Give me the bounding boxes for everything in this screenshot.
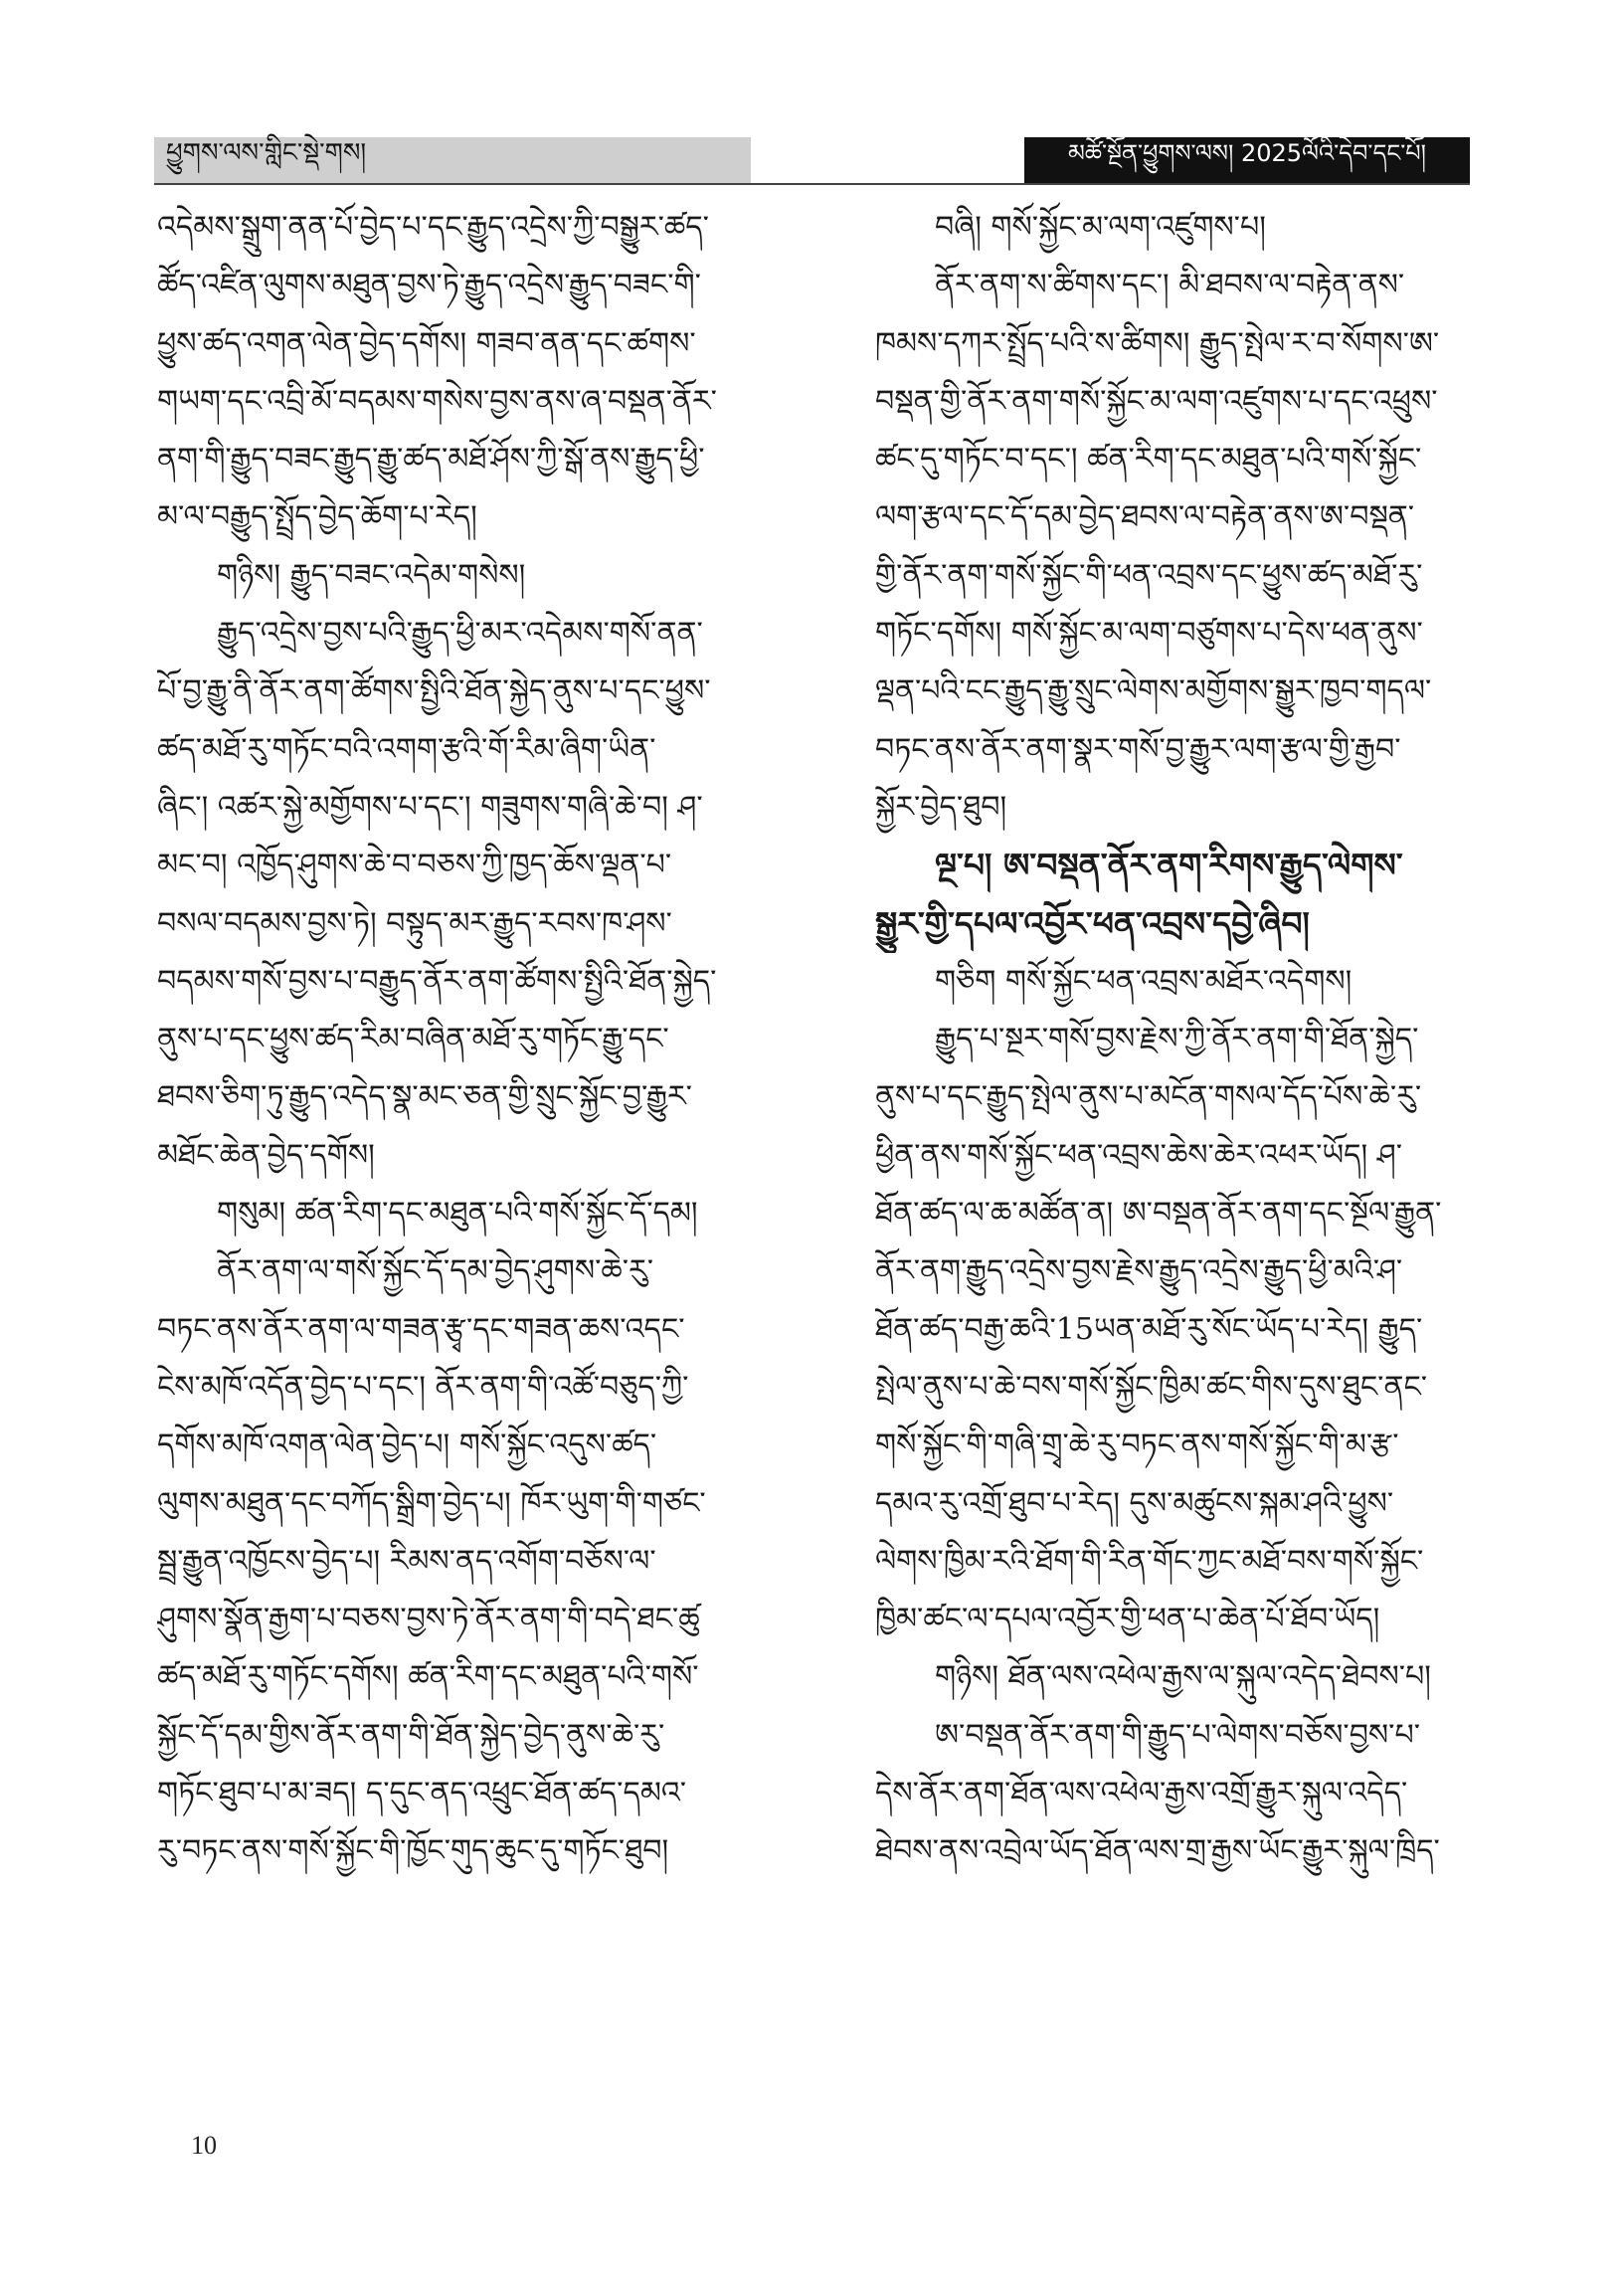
text-line: གཅིག གསོ་སྐྱོང་ཕན་འབྲས་མཐོར་འདེགས། <box>935 963 1353 999</box>
text-line: དམའ་རུ་འགྲོ་ཐུབ་པ་རེད། དུས་མཚུངས་སྐམ་ཤའི་ཕྱུས་ <box>875 1485 1394 1521</box>
text-line: ཚད་མཐོ་རུ་གཏོང་བའི་འགག་རྩའི་གོ་རིམ་ཞིག་ཡིན་ <box>157 731 656 767</box>
text-line: ཚོད་འཛིན་ལུགས་མཐུན་བྱས་ཏེ་རྒྱུད་འདྲེས་རྒྱུད་བཟང་གི་ <box>157 268 701 303</box>
text-line: ཁྱིམ་ཚང་ལ་དཔལ་འབྱོར་གྱི་ཕན་པ་ཆེན་པོ་ཐོབ་ཡོད། <box>875 1602 1380 1637</box>
text-line: ཕྱུས་ཚད་འགན་ལེན་བྱེད་དགོས། གཟབ་ནན་དང་ཚགས་ <box>157 325 696 361</box>
text-line: ལག་རྩལ་དང་དོ་དམ་བྱེད་ཐབས་ལ་བརྟེན་ནས་ཨ་བསྡན་ <box>875 499 1415 535</box>
text-line: གཡག་དང་འབྲི་མོ་བདམས་གསེས་བྱས་ནས་ཞ་བསྡན་ནོར་ <box>157 383 717 419</box>
text-line: དགོས་མཁོ་འགན་ལེན་བྱེད་པ། གསོ་སྐྱོང་འདུས་ཚད་ <box>157 1427 657 1463</box>
text-line: ལེགས་ཁྱིམ་རའི་ཐོག་གི་རིན་གོང་ཀྱང་མཐོ་བས་གསོ་སྐྱོང་ <box>875 1543 1424 1579</box>
text-line: བཏང་ནས་ནོར་ནག་ལ་གཟན་རྩྭ་དང་གཟན་ཆས་འདང་ <box>157 1311 685 1347</box>
text-line: མང་བ། འཁྱོད་ཤུགས་ཆེ་བ་བཅས་ཀྱི་ཁྱད་ཆོས་ལྡན་པ་ <box>157 848 672 883</box>
text-line: སྐྱོར་བྱེད་ཐུབ། <box>875 789 1007 825</box>
text-line: བསལ་བདམས་བྱས་ཏེ། བསྟུད་མར་རྒྱུད་རབས་ཁ་ཤས་ <box>157 905 672 941</box>
header-rule <box>154 183 1470 185</box>
text-line: ཁམས་དཀར་སྤྲོད་པའི་ས་ཚིགས། རྒྱུད་སྤེལ་ར་བ་སོགས་ཨ་ <box>875 325 1440 361</box>
text-line: ཕྱིན་ནས་གསོ་སྐྱོང་ཕན་འབྲས་ཆེས་ཆེར་འཕར་ཡོད། ཤ་ <box>875 1137 1403 1173</box>
text-line: ཐེབས་ནས་འབྲེལ་ཡོད་ཐོན་ལས་གྲ་རྒྱས་ཡོང་རྒྱུར་སྐུལ་ཁྲིད་ <box>875 1833 1440 1869</box>
text-line: གཏོང་ཐུབ་པ་མ་ཟད། ད་དུང་ནད་འཕྲུང་ཐོན་ཚད་དམའ་ <box>157 1776 687 1811</box>
text-line: གསུམ། ཚན་རིག་དང་མཐུན་པའི་གསོ་སྐྱོང་དོ་དམ། <box>217 1196 698 1232</box>
text-line: གཉིས། ཐོན་ལས་འཕེལ་རྒྱས་ལ་སྐུལ་འདེད་ཐེབས་པ། <box>935 1659 1431 1695</box>
text-line: ཐབས་ཅིག་ཏུ་རྒྱུད་འདེད་སྣ་མང་ཅན་གྱི་སྲུང་སྐྱོང་བྱ་རྒྱུར་ <box>157 1079 692 1115</box>
text-line: ནོར་ནག་རྒྱུད་འདྲེས་བྱས་རྗེས་རྒྱུད་འདྲེས་རྒྱུད་ཕྱི་མའི་ཤ་ <box>875 1253 1403 1289</box>
text-line: བཏང་ནས་ནོར་ནག་སྣར་གསོ་བྱ་རྒྱུར་ལག་རྩལ་གྱི་རྒྱབ་ <box>875 731 1401 767</box>
text-line: རུ་བཏང་ནས་གསོ་སྐྱོང་གི་ཁྱོང་གུད་ཆུང་དུ་གཏོང་ཐུབ། <box>157 1833 669 1869</box>
text-line: པོ་བྱ་རྒྱུ་ནི་ནོར་ནག་ཚོགས་སྤྱིའི་ཐོན་སྐྱེད་ནུས་པ་དང་ཕྱུས་ <box>157 673 711 709</box>
text-line: ནོར་ནག་ལ་གསོ་སྐྱོང་དོ་དམ་བྱེད་ཤུགས་ཆེ་རུ་ <box>217 1253 654 1289</box>
text-line: མ་ལ་བརྒྱུད་སྤྲོད་བྱེད་ཆོག་པ་རེད། <box>157 499 477 535</box>
text-line: ཐོན་ཚད་ལ་ཆ་མཚོན་ན། ཨ་བསྡན་ནོར་ནག་དང་སྔོལ་རྒྱུན་ <box>875 1196 1442 1232</box>
text-line: ཚད་མཐོ་རུ་གཏོང་དགོས། ཚན་རིག་དང་མཐུན་པའི་གསོ་ <box>157 1659 699 1695</box>
text-line: ཨ་བསྡན་ནོར་ནག་གི་རྒྱུད་པ་ལེགས་བཅོས་བྱས་པ་ <box>935 1717 1421 1753</box>
section-title-text: ཕྱུགས་ལས་གླིང་སྡེ་གས། <box>166 137 367 168</box>
text-line: བདམས་གསོ་བྱས་པ་བརྒྱུད་ནོར་ནག་ཚོགས་སྤྱིའི་ཐོན་སྐྱེད་ <box>157 963 717 999</box>
text-line: གསོ་སྐྱོང་གི་གཞི་གྲྭ་ཆེ་རུ་བཏང་ནས་གསོ་སྐྱོང་གི་མ་རྩ་ <box>875 1427 1399 1463</box>
text-line: དེས་ནོར་ནག་ཐོན་ལས་འཕེལ་རྒྱས་འགྲོ་རྒྱུར་སྐུལ་འདེད་ <box>875 1776 1408 1811</box>
text-line: བསྡན་གྱི་ནོར་ནག་གསོ་སྐྱོང་མ་ལག་འཛུགས་པ་དང་འཕྲུས་ <box>875 383 1438 419</box>
text-line: རྒྱུད་པ་སྔར་གསོ་བྱས་རྗེས་ཀྱི་ནོར་ནག་གི་ཐོན་སྐྱེད་ <box>935 1022 1419 1057</box>
section-heading-line: ལྔ་པ། ཨ་བསྡན་ནོར་ནག་རིགས་རྒྱུད་ལེགས་ <box>935 846 1403 885</box>
section-heading-line: སྒྱུར་གྱི་དཔལ་འབྱོར་ཕན་འབྲས་དབྱེ་ཞིབ། <box>875 903 1310 943</box>
text-line: ལྡན་པའི་ངང་རྒྱུད་རྒྱུ་སྲུང་ལེགས་མགྱོགས་སྒྱུར་ཁྱབ་གདལ་ <box>875 673 1432 709</box>
text-line: ནག་གི་རྒྱུད་བཟང་རྒྱུད་རྒྱུ་ཚད་མཐོ་ཤོས་ཀྱི་སྒོ་ནས་རྒྱུད་ཕྱི་ <box>157 442 705 477</box>
text-line: བཞི། གསོ་སྐྱོང་མ་ལག་འཛུགས་པ། <box>935 210 1266 245</box>
left-column <box>157 199 756 1881</box>
text-line: གྱི་ནོར་ནག་གསོ་སྐྱོང་གི་ཕན་འབྲས་དང་ཕྱུས་ཚད་མཐོ་རུ་ <box>875 557 1423 593</box>
page-number: 10 <box>191 2131 217 2160</box>
text-line: ཤུགས་སྣོན་རྒྱག་པ་བཅས་བྱས་ཏེ་ནོར་ནག་གི་བདེ་ཐང་ཚུ <box>157 1602 700 1637</box>
text-line: ཐོན་ཚད་བརྒྱ་ཆའི་15ཡན་མཐོ་རུ་སོང་ཡོད་པ་རེད། རྒྱུད་ <box>875 1311 1423 1347</box>
text-line: ནུས་པ་དང་ཕྱུས་ཚད་རིམ་བཞིན་མཐོ་རུ་གཏོང་རྒྱུ་དང་ <box>157 1022 669 1057</box>
text-line: ཞིང་། འཚར་སྐྱེ་མགྱོགས་པ་དང་། གཟུགས་གཞི་ཆེ་བ། ཤ་ <box>157 789 703 825</box>
text-line: ལུགས་མཐུན་དང་བཀོད་སྒྲིག་བྱེད་པ། ཁོར་ཡུག་གི་གཙང་ <box>157 1485 706 1521</box>
right-column <box>875 199 1474 1881</box>
text-line: ནུས་པ་དང་རྒྱུད་སྤེལ་ནུས་པ་མངོན་གསལ་དོད་པོས་ཆེ་རུ་ <box>875 1079 1422 1115</box>
text-line: རྒྱུད་འདྲེས་བྱས་པའི་རྒྱུད་ཕྱི་མར་འདེམས་གསོ་ནན་ <box>217 616 703 652</box>
text-line: མཐོང་ཆེན་བྱེད་དགོས། <box>157 1137 375 1173</box>
journal-title-text: མཚོ་སྔོན་ཕྱུགས་ལས། 2025ལོའི་དེབ་དང་པོ། <box>1068 138 1426 167</box>
text-line: གཉིས། རྒྱུད་བཟང་འདེམ་གསེས། <box>217 557 526 593</box>
text-line: གཏོང་དགོས། གསོ་སྐྱོང་མ་ལག་བཙུགས་པ་དེས་ཕན་ནུས་ <box>875 616 1423 652</box>
text-line: སྦྲ་རྒྱུན་འཁྱོངས་བྱེད་པ། རིམས་ནད་འགོག་བཅོས་ལ་ <box>157 1543 656 1579</box>
journal-title <box>1024 137 1470 183</box>
text-line: སྐྱོང་དོ་དམ་གྱིས་ནོར་ནག་གི་ཐོན་སྐྱེད་བྱེད་ནུས་ཆེ་རུ་ <box>157 1717 665 1753</box>
text-line: འདེམས་སྒྲུག་ནན་པོ་བྱེད་པ་དང་རྒྱུད་འདྲེས་ཀྱི་བསྒྱུར་ཚད་ <box>157 210 709 245</box>
section-title <box>154 137 751 183</box>
text-line: ནོར་ནག་ས་ཚིགས་དང་། མི་ཐབས་ལ་བརྟེན་ནས་ <box>935 268 1405 303</box>
text-line: ཚང་དུ་གཏོང་བ་དང་། ཚན་རིག་དང་མཐུན་པའི་གསོ་སྐྱོང་ <box>875 442 1422 477</box>
text-line: སྤེལ་ནུས་པ་ཆེ་བས་གསོ་སྐྱོང་ཁྱིམ་ཚང་གིས་དུས་ཐུང་ནང་ <box>875 1369 1428 1405</box>
text-line: ངེས་མཁོ་འདོན་བྱེད་པ་དང་། ནོར་ནག་གི་འཚོ་བཅུད་ཀྱི་ <box>157 1369 689 1405</box>
